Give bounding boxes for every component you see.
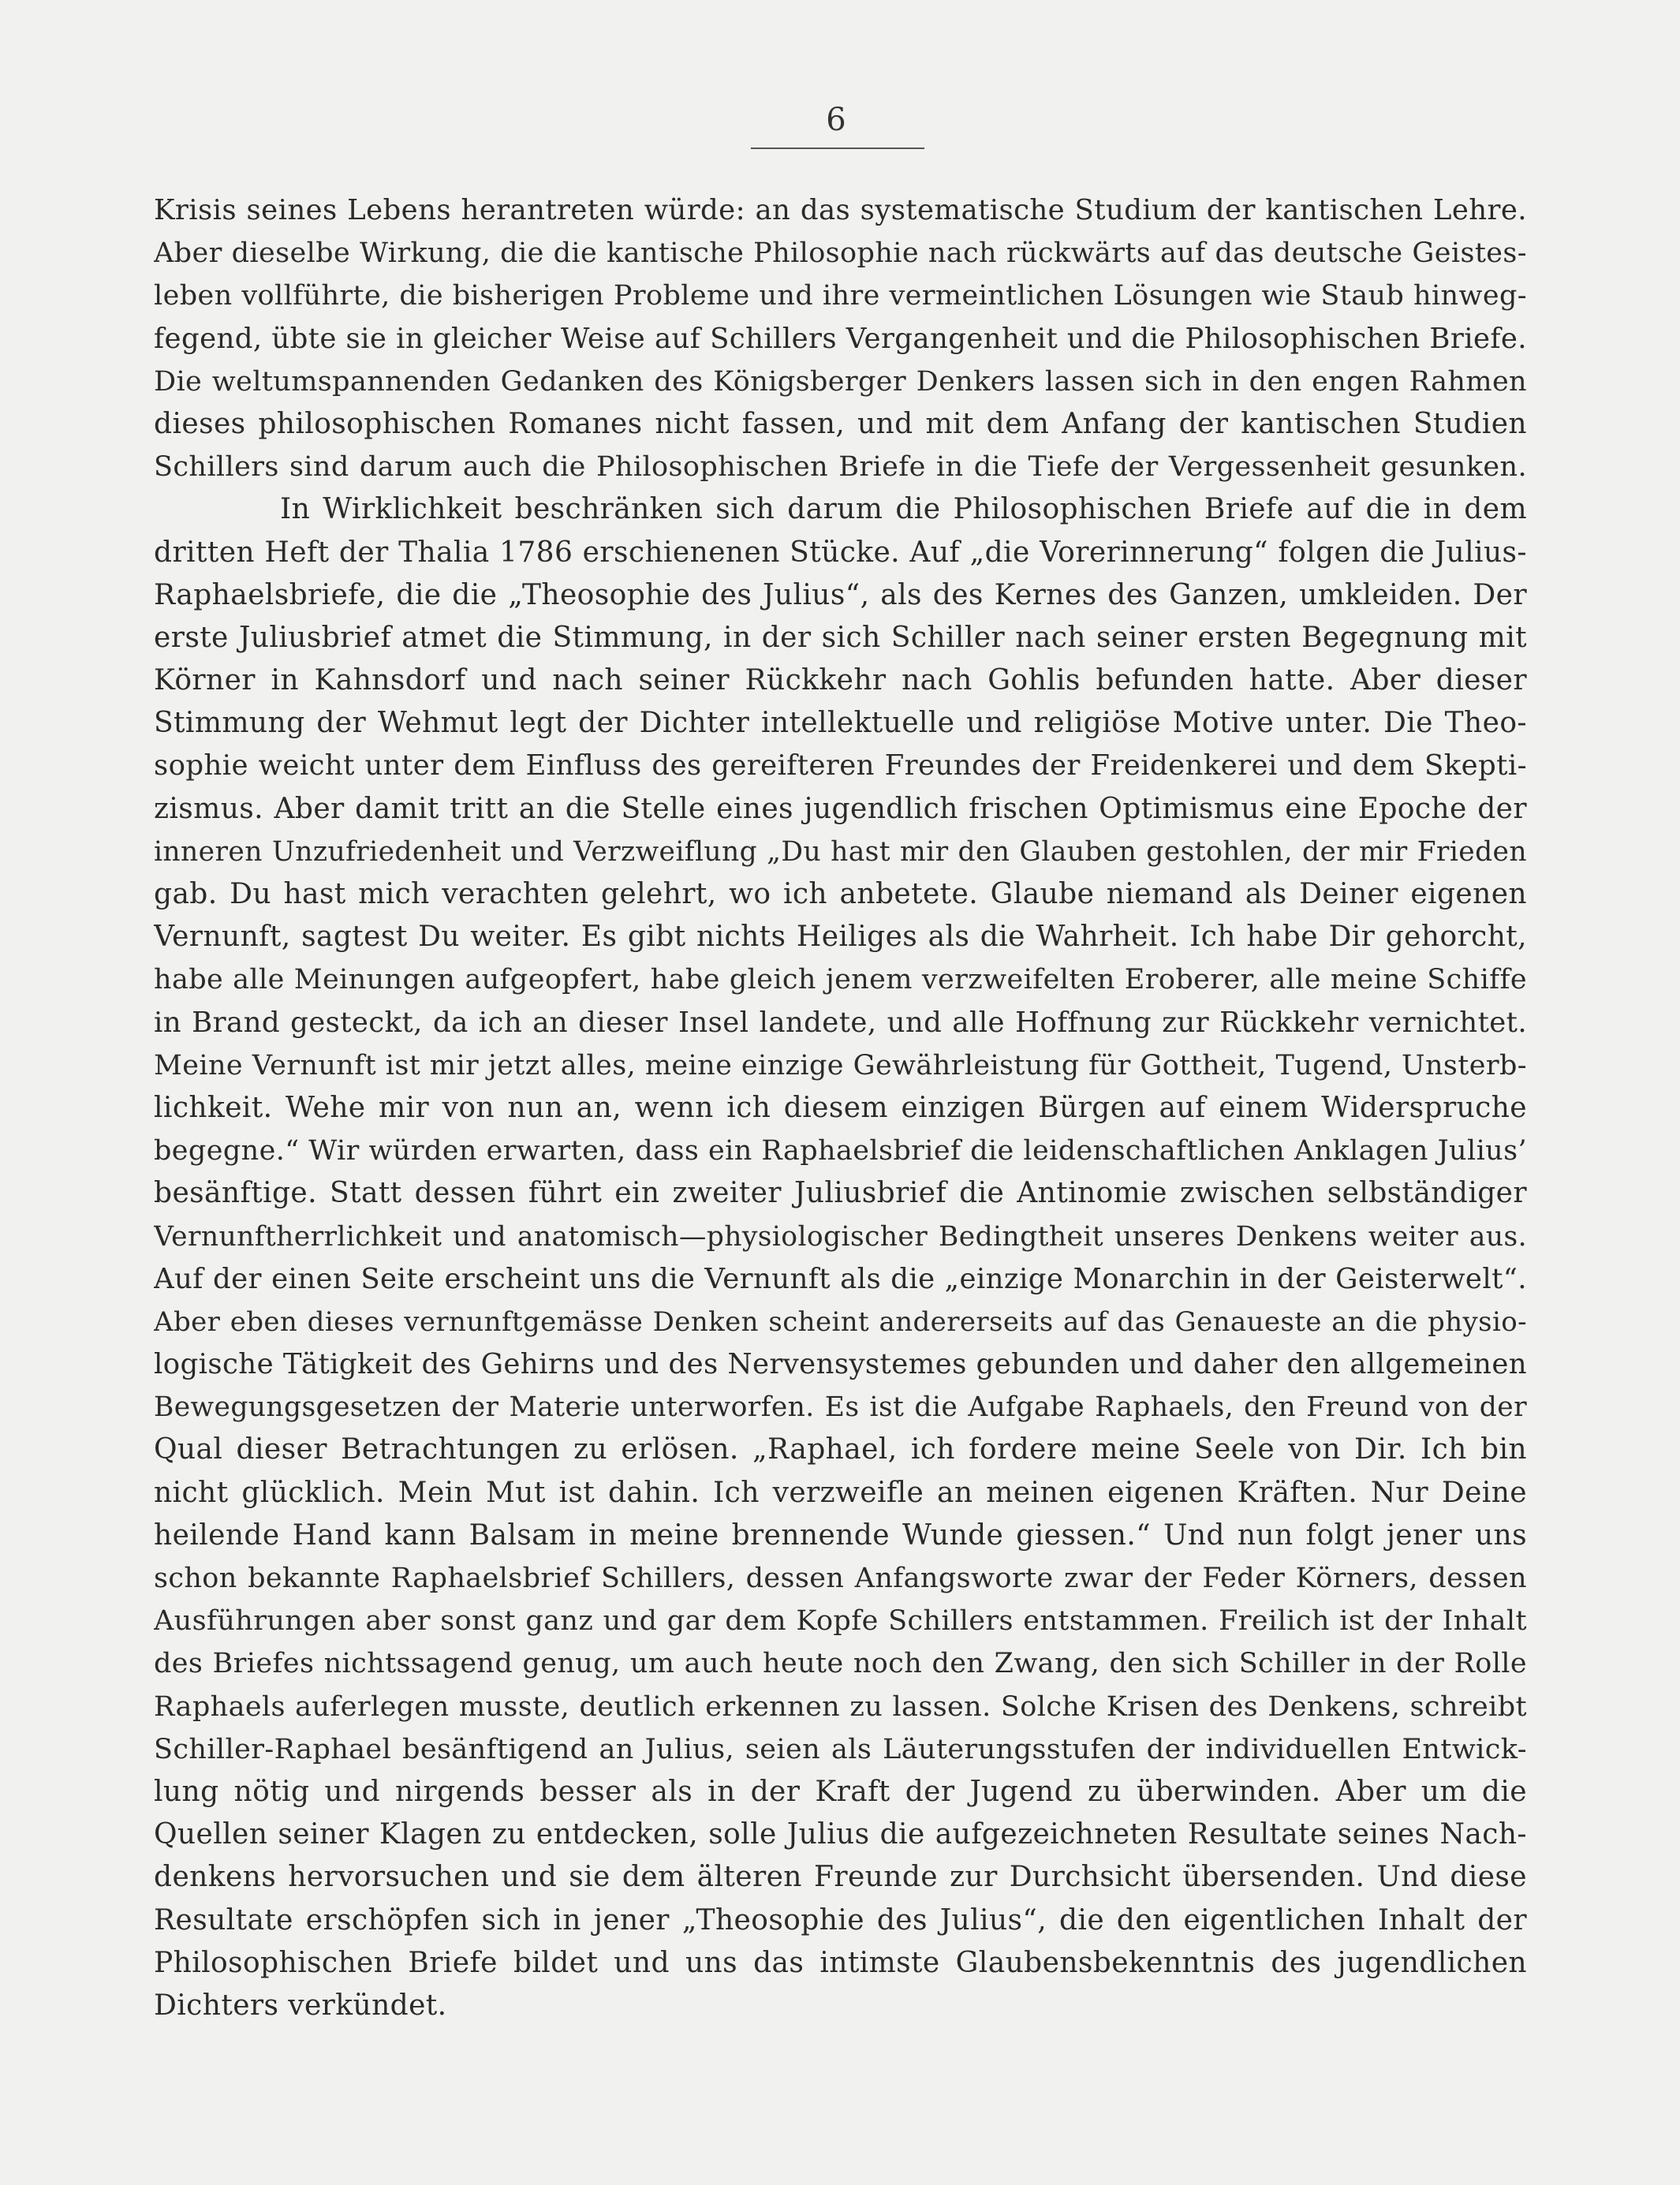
text-line: Qual dieser Betrachtungen zu erlösen. „Raphael, ich fordere meine Seele von Dir. Ich bin	[154, 1433, 1527, 1466]
text-line: Ausführungen aber sonst ganz und gar dem Kopfe Schillers entstammen. Freilich ist der Inhalt	[154, 1605, 1527, 1638]
text-line: in Brand gesteckt, da ich an dieser Insel landete, und alle Hoffnung zur Rückkehr vernichtet.	[154, 1006, 1527, 1039]
text-line: habe alle Meinungen aufgeopfert, habe gleich jenem verzweifelten Eroberer, alle meine Schiffe	[154, 964, 1527, 996]
text-line: leben vollführte, die bisherigen Probleme und ihre vermeintlichen Lösungen wie Staub hinweg-	[154, 280, 1527, 312]
text-line: Stimmung der Wehmut legt der Dichter intellektuelle und religiöse Motive unter. Die Theo-	[154, 707, 1527, 740]
text-line: Schillers sind darum auch die Philosophischen Briefe in die Tiefe der Vergessenheit gesunken.	[154, 451, 1527, 484]
text-line: Aber eben dieses vernunftgemässe Denken scheint andererseits auf das Genaueste an die physio-	[154, 1305, 1527, 1338]
text-line: des Briefes nichtssagend genug, um auch heute noch den Zwang, den sich Schiller in der Rolle	[154, 1648, 1527, 1680]
text-line: besänftige. Statt dessen führt ein zweiter Juliusbrief die Antinomie zwischen selbständiger	[154, 1177, 1527, 1210]
text-line: Vernunftherrlichkeit und anatomisch—physiologischer Bedingtheit unseres Denkens weiter aus.	[154, 1220, 1527, 1253]
text-line: Körner in Kahnsdorf und nach seiner Rückkehr nach Gohlis befunden hatte. Aber dieser	[154, 664, 1527, 697]
text-line: inneren Unzufriedenheit und Verzweiflung „Du hast mir den Glauben gestohlen, der mir Frieden	[154, 835, 1527, 868]
page-number: 6	[826, 102, 846, 138]
text-line: Philosophischen Briefe bildet und uns das intimste Glaubensbekenntnis des jugendlichen	[154, 1946, 1527, 1979]
text-line: begegne.“ Wir würden erwarten, dass ein Raphaelsbrief die leidenschaftlichen Anklagen Julius’	[154, 1135, 1527, 1167]
text-line: Schiller-Raphael besänftigend an Julius, seien als Läuterungsstufen der individuellen Entwick-	[154, 1733, 1527, 1765]
text-line: Meine Vernunft ist mir jetzt alles, meine einzige Gewährleistung für Gottheit, Tugend, Unsterb-	[154, 1049, 1527, 1081]
text-line: gab. Du hast mich verachten gelehrt, wo ich anbetete. Glaube niemand als Deiner eigenen	[154, 878, 1527, 910]
paragraph-start-line: In Wirklichkeit beschränken sich darum die Philosophischen Briefe auf die in dem	[280, 493, 1527, 526]
header-rule	[751, 148, 924, 149]
text-line: dritten Heft der Thalia 1786 erschienenen Stücke. Auf „die Vorerinnerung“ folgen die Julius-	[154, 536, 1527, 569]
text-line: Quellen seiner Klagen zu entdecken, solle Julius die aufgezeichneten Resultate seines Nach-	[154, 1818, 1527, 1851]
text-line: lung nötig und nirgends besser als in der Kraft der Jugend zu überwinden. Aber um die	[154, 1775, 1527, 1808]
text-line: Raphaelsbriefe, die die „Theosophie des Julius“, als des Kernes des Ganzen, umkleiden. Der	[154, 578, 1527, 611]
text-line: fegend, übte sie in gleicher Weise auf Schillers Vergangenheit und die Philosophischen Briefe.	[154, 322, 1527, 355]
body-text	[154, 189, 1527, 2027]
text-line: Vernunft, sagtest Du weiter. Es gibt nichts Heiliges als die Wahrheit. Ich habe Dir gehorcht,	[154, 921, 1527, 954]
text-line: Die weltumspannenden Gedanken des Königsberger Denkers lassen sich in den engen Rahmen	[154, 365, 1527, 398]
text-line: denkens hervorsuchen und sie dem älteren Freunde zur Durchsicht übersenden. Und diese	[154, 1861, 1527, 1894]
text-line: Auf der einen Seite erscheint uns die Vernunft als die „einzige Monarchin in der Geisterwelt“.	[154, 1262, 1527, 1295]
text-line: logische Tätigkeit des Gehirns und des Nervensystemes gebunden und daher den allgemeinen	[154, 1348, 1527, 1381]
paragraph-end-line: Dichters verkündet.	[154, 1989, 447, 2022]
text-line: Bewegungsgesetzen der Materie unterworfen. Es ist die Aufgabe Raphaels, den Freund von der	[154, 1391, 1527, 1424]
text-line: erste Juliusbrief atmet die Stimmung, in der sich Schiller nach seiner ersten Begegnung mit	[154, 621, 1527, 654]
text-line: zismus. Aber damit tritt an die Stelle eines jugendlich frischen Optimismus eine Epoche der	[154, 792, 1527, 825]
text-line: nicht glücklich. Mein Mut ist dahin. Ich verzweifle an meinen eigenen Kräften. Nur Deine	[154, 1476, 1527, 1509]
text-line: dieses philosophischen Romanes nicht fassen, und mit dem Anfang der kantischen Studien	[154, 407, 1527, 440]
text-line: sophie weicht unter dem Einfluss des gereifteren Freundes der Freidenkerei und dem Skepti-	[154, 749, 1527, 782]
text-line: Resultate erschöpfen sich in jener „Theosophie des Julius“, die den eigentlichen Inhalt der	[154, 1903, 1527, 1937]
text-line: heilende Hand kann Balsam in meine brennende Wunde giessen.“ Und nun folgt jener uns	[154, 1518, 1527, 1552]
text-line: Aber dieselbe Wirkung, die die kantische Philosophie nach rückwärts auf das deutsche Geistes-	[154, 237, 1527, 270]
text-line: Krisis seines Lebens herantreten würde: an das systematische Studium der kantischen Lehre.	[154, 194, 1527, 226]
text-line: schon bekannte Raphaelsbrief Schillers, dessen Anfangsworte zwar der Feder Körners, dessen	[154, 1563, 1527, 1594]
text-line: lichkeit. Wehe mir von nun an, wenn ich diesem einzigen Bürgen auf einem Widerspruche	[154, 1091, 1527, 1124]
text-line: Raphaels auferlegen musste, deutlich erkennen zu lassen. Solche Krisen des Denkens, schreibt	[154, 1690, 1527, 1723]
